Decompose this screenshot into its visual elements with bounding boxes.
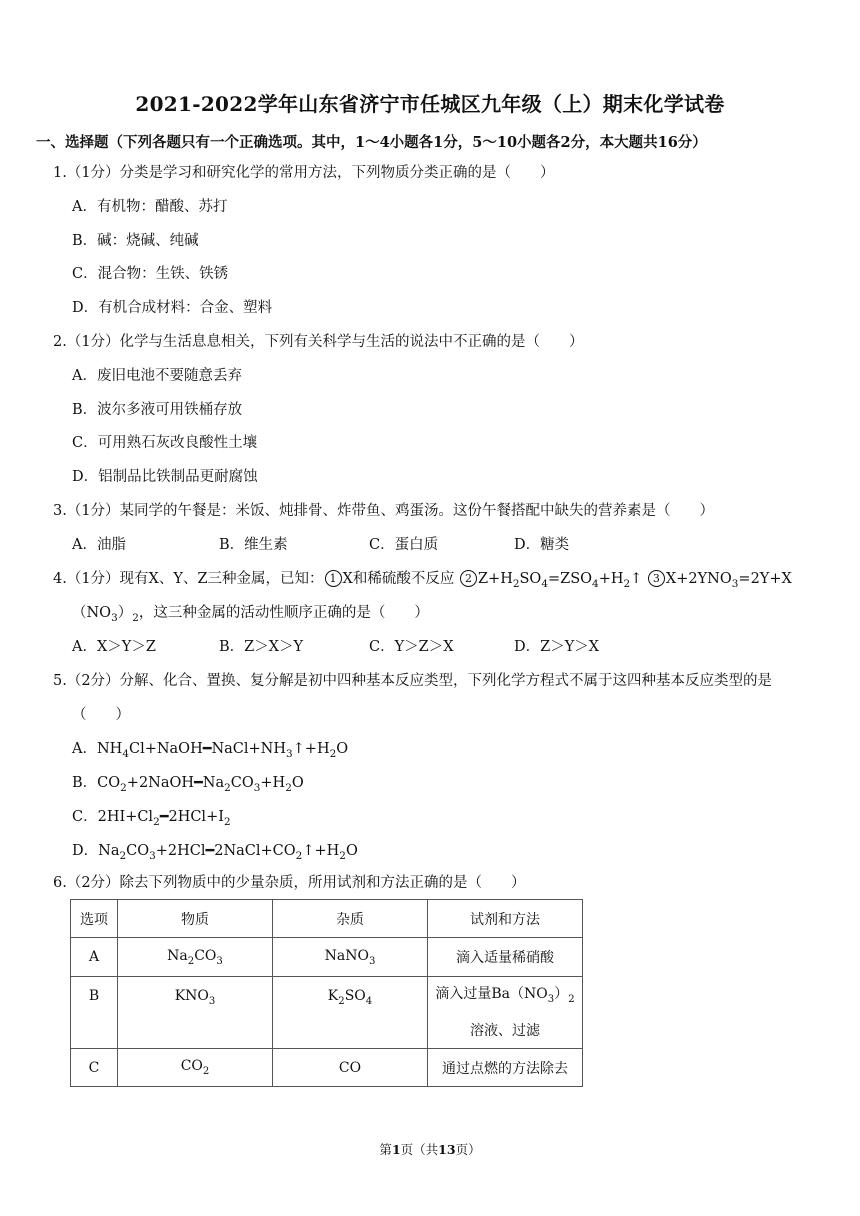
question-2-stem: 2.（1分）化学与生活息息相关，下列有关科学与生活的说法中不正确的是（ ） [53, 334, 584, 350]
section-heading: 一、选择题（下列各题只有一个正确选项。其中，1～4小题各1分，5～10小题各2分，本大题共16分） [36, 134, 707, 151]
page-footer: 第1页（共13页） [379, 1142, 481, 1157]
table-header-cell: 试剂和方法 [428, 900, 583, 938]
question-4-stem [53, 569, 792, 594]
table-cell-method: 滴入过量$Ba(NO_3)_2$ 溶液、过滤 [428, 977, 583, 1049]
circled-number-1: 1 [325, 570, 342, 587]
q5-option-b: B．$CO_2+2NaOH━Na_2CO_3+H_2O$ [72, 775, 304, 794]
question-4-stem-continued: $(NO_3)_2$，这三种金属的活动性顺序正确的是（ ） [72, 605, 429, 624]
q4-condition-2: $Z+H_2SO_4=ZSO_4+H_2↑$ [477, 571, 643, 590]
table-header-cell: 物质 [118, 900, 273, 938]
q1-option-c: C．混合物：生铁、铁锈 [72, 266, 229, 282]
q3-options-row [0, 535, 860, 555]
table-cell-method: 滴入适量稀硝酸 [428, 938, 583, 977]
page-title: 2021-2022学年山东省济宁市任城区九年级（上）期末化学试卷 [135, 92, 725, 116]
q3-option-d: D．糖类 [514, 537, 570, 553]
question-1-stem: 1.（1分）分类是学习和研究化学的常用方法，下列物质分类正确的是（ ） [53, 165, 555, 181]
q1-option-d: D．有机合成材料：合金、塑料 [72, 300, 273, 316]
circled-number-3: 3 [648, 570, 665, 587]
table-cell-substance: $CO_2$ [118, 1049, 273, 1087]
table-header-row [71, 900, 583, 938]
q4-stem-prefix: 4.（1分）现有X、Y、Z三种金属，已知： [53, 571, 324, 587]
table-cell-impurity: NaNO$_3$ [273, 938, 428, 977]
q2-option-a: A．废旧电池不要随意丢弃 [72, 368, 242, 384]
q5-option-c: C．$2HI+Cl_2━2HCl+I_2$ [72, 809, 231, 828]
q4-options-row [0, 637, 860, 657]
question-6-stem: 6.（2分）除去下列物质中的少量杂质，所用试剂和方法正确的是（ ） [53, 875, 526, 891]
q3-option-b: B．维生素 [219, 537, 288, 553]
circled-number-2: 2 [460, 570, 477, 587]
q3-option-c: C．蛋白质 [369, 537, 439, 553]
table-cell-impurity: $K_2SO_4$ [273, 977, 428, 1049]
q1-option-a: A．有机物：醋酸、苏打 [72, 199, 228, 215]
table-header-cell: 杂质 [273, 900, 428, 938]
table-row [71, 977, 583, 1049]
table-cell-option: A [71, 938, 118, 977]
q1-option-b: B．碱：烧碱、纯碱 [72, 233, 199, 249]
table-cell-option: B [71, 977, 118, 1049]
q5-option-a: A．$NH_4Cl+NaOH━NaCl+NH_3↑+H_2O$ [72, 741, 349, 760]
q5-option-d: D．$Na_2CO_3+2HCl━2NaCl+CO_2↑+H_2O$ [72, 843, 358, 862]
table-row [71, 1049, 583, 1087]
table-header-cell: 选项 [71, 900, 118, 938]
table-row [71, 938, 583, 977]
q2-option-b: B．波尔多液可用铁桶存放 [72, 402, 243, 418]
q2-option-d: D．铝制品比铁制品更耐腐蚀 [72, 469, 258, 485]
question-5-paren: （ ） [72, 707, 130, 723]
q4-option-a: A．X＞Y＞Z [72, 639, 156, 655]
q3-option-a: A．油脂 [72, 537, 126, 553]
q4-option-c: C．Y＞Z＞X [369, 639, 454, 655]
table-cell-substance: $Na_2CO_3$ [118, 938, 273, 977]
q4-option-d: D．Z＞Y＞X [514, 639, 600, 655]
q4-condition-3: $X+2YNO_3=2Y+X$ [665, 571, 792, 590]
table-cell-impurity: CO [273, 1049, 428, 1087]
table-cell-substance: $KNO_3$ [118, 977, 273, 1049]
q2-option-c: C．可用熟石灰改良酸性土壤 [72, 435, 258, 451]
table-cell-option: C [71, 1049, 118, 1087]
question-3-stem: 3.（1分）某同学的午餐是：米饭、炖排骨、炸带鱼、鸡蛋汤。这份午餐搭配中缺失的营养素是（ ） [53, 503, 715, 519]
table-cell-method: 通过点燃的方法除去 [428, 1049, 583, 1087]
q4-option-b: B．Z＞X＞Y [219, 639, 304, 655]
q4-condition-1: X和稀硫酸不反应 [342, 571, 455, 587]
options-table [70, 899, 583, 1087]
question-5-stem: 5.（2分）分解、化合、置换、复分解是初中四种基本反应类型，下列化学方程式不属于这四种基本反应类型的是 [53, 673, 773, 689]
